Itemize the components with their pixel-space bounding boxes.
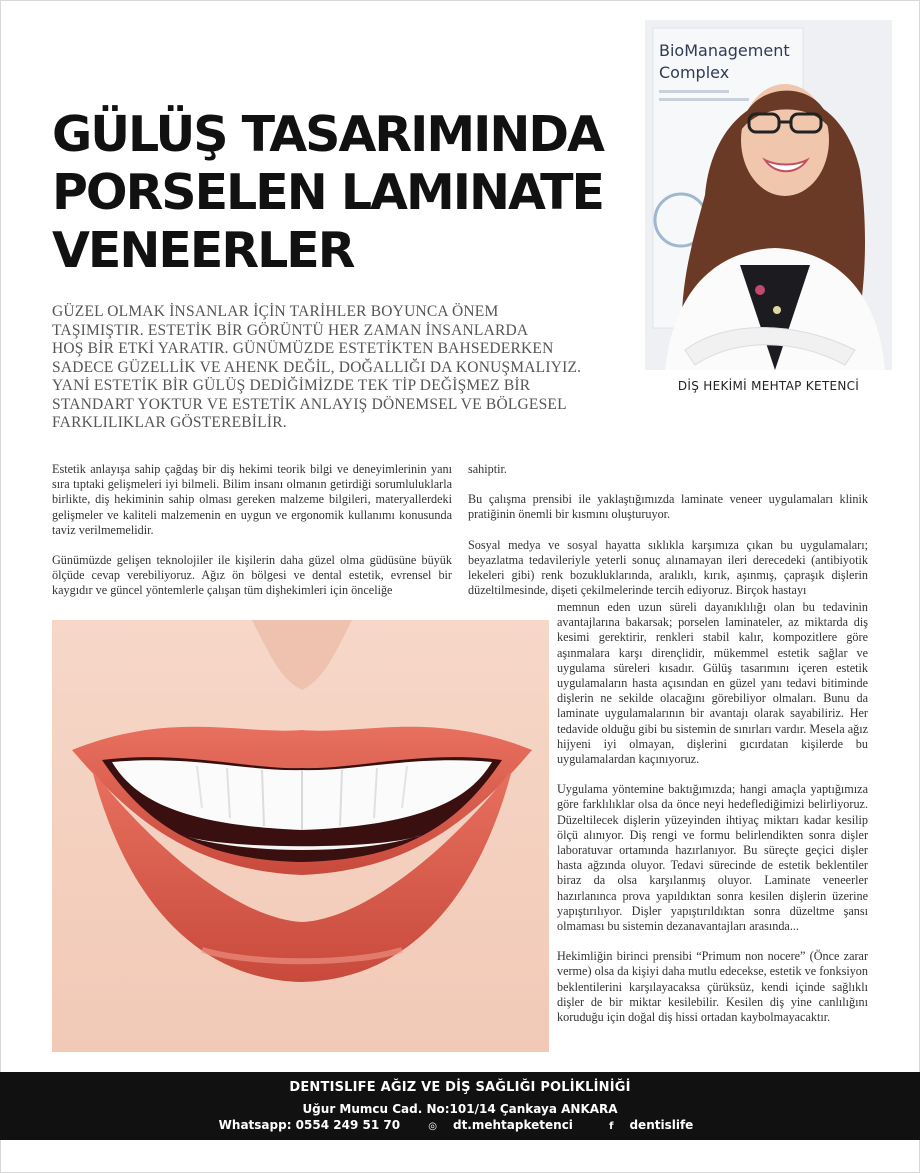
paragraph: Estetik anlayışa sahip çağdaş bir diş hekimi teorik bilgi ve deneyimlerinin yanı sıra tıptaki gelişmeleri iyi bilmeli. Bilim insanı olmanın getirdiği sorumluluklarla birlikte, diş hekiminin sahip olması gereken malzeme bilgileri, materyallerdeki gelişmeler ve kaliteli malzemenin en uygun ve ergonomik kullanımı konusunda taviz verilmemelidir. [52,462,452,537]
article-column-right-bottom [557,600,868,1040]
paragraph: Günümüzde gelişen teknolojiler ile kişilerin daha güzel olma güdüsüne büyük ölçüde cevap verebiliyoruz. Ağız ön bölgesi ve dental estetik, evrensel bir kaygıdır ve güncel yöntemlerle çalışan tüm dişhekimleri için önceliğe [52,553,452,598]
lead-line: STANDART YOKTUR VE ESTETİK ANLAYIŞ DÖNEMSEL VE BÖLGESEL [52,395,567,413]
instagram-link[interactable] [420,1118,581,1132]
instagram-handle: dt.mehtapketenci [452,1118,573,1132]
article-column-left [52,462,452,614]
lead-line: YANİ ESTETİK BİR GÜLÜŞ DEDİĞİMİZDE TEK TİP DEĞİŞMEZ BİR [52,377,531,394]
paragraph: Uygulama yöntemine baktığımızda; hangi amaçla yaptığımıza göre farklılıklar olsa da önce neyi hedeflediğimizi belirliyoruz. Düzeltilecek dişlerin yüzeyinden ihtiyaç miktarı kadar kesilip ölçü alınıyor. Diş rengi ve formu belirlendikten sonra dişler laboratuvar ortamında hazırlanıyor. Bu süreçte geçici dişler hasta ağzında oluyor. Tedavi sürecinde de estetik beklentiler biraz da olsa karşılanmış oluyor. Laminate veneerler hazırlanınca prova yapıldıktan sonra kesilen dişlerin üzerine yapıştırılıyor. Dişler yapıştırıldıktan sonra düzeltme şansı olmaması bu sistemin dezanavantajları arasında... [557,782,868,934]
author-photo [645,20,892,370]
lead-line: FARKLILIKLAR GÖSTEREBİLİR. [52,414,287,431]
smile-photo [52,620,549,1052]
article-column-right-top [468,462,868,613]
paragraph: Hekimliğin birinci prensibi “Primum non nocere” (Önce zarar verme) olsa da kişiyi daha mutlu edecekse, estetik ve fonksiyon beklentilerini karşılayacaksa çürüksüz, kendi içinde sağlıklı dişler de bir miktar kesilebilir. Kesilen diş yine canlılığını koruduğu için doğal diş hissi ortadan kaybolmayacaktır. [557,949,868,1025]
lead-line: TAŞIMIŞTIR. ESTETİK BİR GÖRÜNTÜ HER ZAMAN İNSANLARDA [52,321,529,339]
clinic-address: Uğur Mumcu Cad. No:101/14 Çankaya ANKARA [302,1102,618,1116]
paragraph: memnun eden uzun süreli dayanıklılığı olan bu tedavinin avantajlarına bakarsak; porselen laminateler, az miktarda diş kesimi gerektirir, renkleri stabil kalır, kompozitlere göre aşınmalara karşı dirençlidir, mükemmel estetik sağlar ve uygulama süreleri kısadır. Gülüş tasarımını içeren estetik uygulamaların hasta açısından en güzel yanı tedavi bitiminde dişlerin ne sekilde olacağını görebiliyor olmaları. Bunu da laminate uygulamalarının bir avantajı olarak sayabiliriz. Her tedavide olduğu gibi bu sistemin de sınırları vardır. Mesela ağız hijyeni iyi olmayan, dişlerini gıcırdatan kişilerde bu uygulamalardan kaçınıyoruz. [557,600,868,767]
facebook-icon: f [609,1121,614,1132]
clinic-name: DENTISLIFE AĞIZ VE DİŞ SAĞLIĞI POLİKLİNİĞİ [289,1080,631,1095]
title-line: VENEERLER [52,222,354,279]
paragraph: sahiptir. [468,462,507,476]
whatsapp-number[interactable]: Whatsapp: 0554 249 51 70 [218,1118,401,1132]
article-title [52,106,612,280]
sign-text: BioManagement [659,41,790,60]
paragraph: Sosyal medya ve sosyal hayatta sıklıkla karşımıza çıkan bu uygulamaları; beyazlatma tedavileriyle yeterli sonuç alınamayan ileri derecedeki (antibiyotik lekeleri gibi) renk bozukluklarında, aralıklı, kırık, aşınmış, çapraşık dişlerin düzeltilmesinde, dişeti çekilmelerinde tercih ediyoruz. Birçok hastayı [468,537,868,598]
smile-illustration [52,620,549,1052]
sign-text: Complex [659,63,730,82]
instagram-icon: ◎ [428,1121,437,1132]
title-line: GÜLÜŞ TASARIMINDA [52,106,603,163]
title-line: PORSELEN LAMINATE [52,164,603,221]
author-photo-illustration [645,20,892,370]
photo-caption: DİŞ HEKİMİ MEHTAP KETENCİ [677,379,860,393]
lead-line: GÜZEL OLMAK İNSANLAR İÇİN TARİHLER BOYUNCA ÖNEM [52,303,499,320]
article-lead [52,303,612,433]
lead-line: HOŞ BİR ETKİ YARATIR. GÜNÜMÜZDE ESTETİKTEN BAHSEDERKEN [52,340,554,357]
facebook-handle: dentislife [629,1118,694,1132]
footer-bar [0,1072,920,1140]
facebook-link[interactable] [601,1118,701,1132]
lead-line: SADECE GÜZELLİK VE AHENK DEĞİL, DOĞALLIĞI DA KONUŞMALIYIZ. [52,358,582,376]
paragraph: Bu çalışma prensibi ile yaklaştığımızda laminate veneer uygulamaları klinik pratiğinin önemli bir kısmını oluşturuyor. [468,492,868,522]
contact-line [0,1118,920,1132]
